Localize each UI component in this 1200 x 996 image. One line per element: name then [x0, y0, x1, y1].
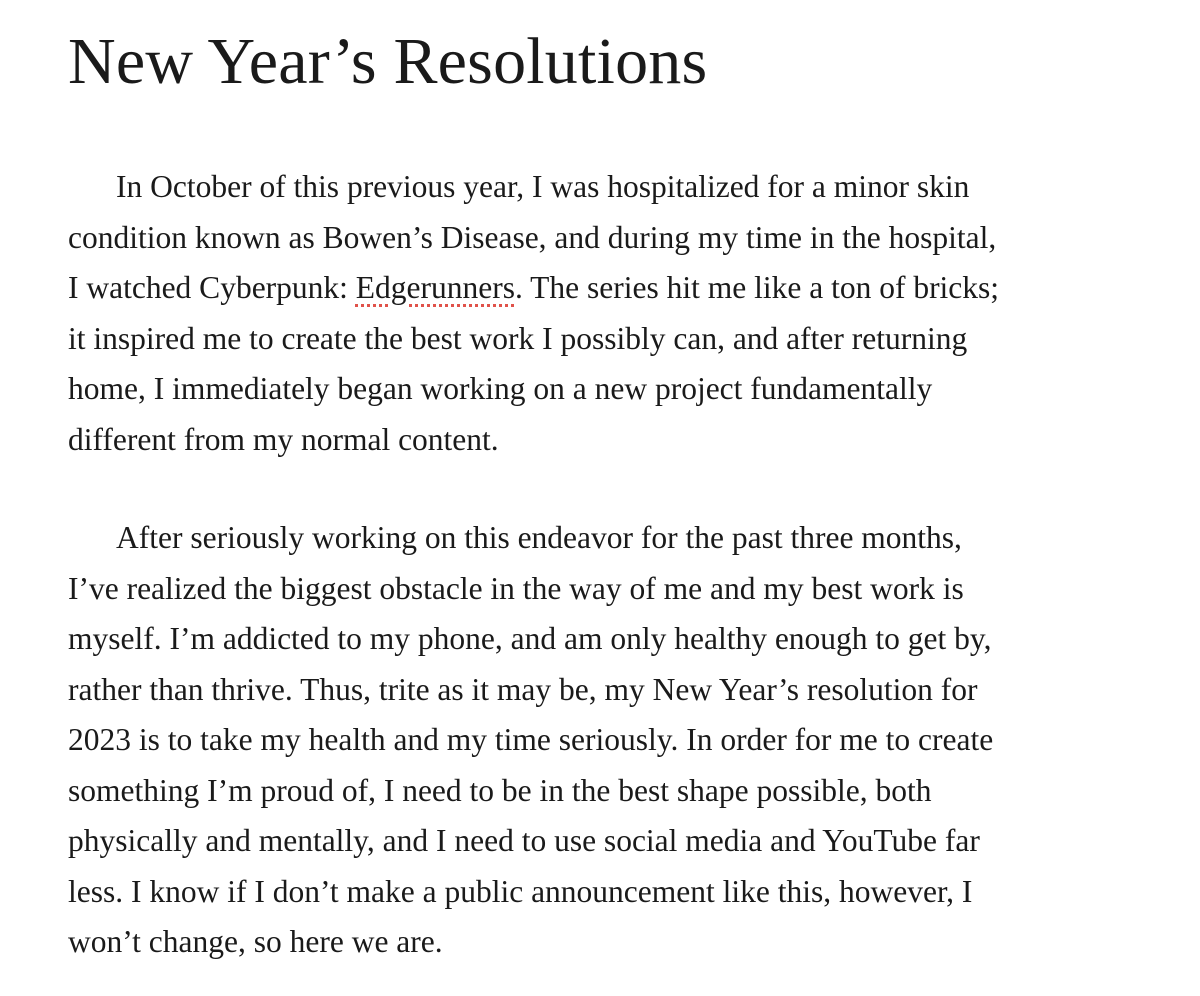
- paragraph-line: In October of this previous year, I was hospitalized for a minor skin: [116, 169, 970, 204]
- paragraph-line: I’ve realized the biggest obstacle in the way of me and my best work is: [68, 570, 964, 606]
- misspelled-word[interactable]: Edgerunners: [355, 270, 515, 305]
- paragraph-line: [68, 263, 999, 314]
- line-text: I watched Cyberpunk:: [68, 270, 356, 305]
- paragraph-line: rather than thrive. Thus, trite as it may be, my New Year’s resolution for: [68, 671, 978, 707]
- paragraph-line: After seriously working on this endeavor for the past three months,: [116, 520, 962, 555]
- paragraph-line: less. I know if I don’t make a public announcement like this, however, I: [68, 873, 973, 909]
- line-text: . The series hit me like a ton of bricks;: [515, 270, 1000, 305]
- paragraph-2[interactable]: [68, 513, 993, 968]
- paragraph-line: home, I immediately began working on a new project fundamentally: [68, 371, 933, 406]
- paragraph-line: it inspired me to create the best work I possibly can, and after returning: [68, 320, 968, 356]
- paragraph-line: 2023 is to take my health and my time seriously. In order for me to create: [68, 722, 994, 757]
- paragraph-line: physically and mentally, and I need to use social media and YouTube far: [68, 823, 980, 858]
- paragraph-line: won’t change, so here we are.: [68, 924, 443, 959]
- paragraph-line: condition known as Bowen’s Disease, and during my time in the hospital,: [68, 219, 997, 255]
- paragraph-line: myself. I’m addicted to my phone, and am only healthy enough to get by,: [68, 621, 992, 656]
- paragraph-line: something I’m proud of, I need to be in the best shape possible, both: [68, 772, 932, 808]
- paragraph-1[interactable]: [68, 162, 999, 465]
- document-title: New Year’s Resolutions: [68, 25, 708, 98]
- paragraph-line: different from my normal content.: [68, 421, 499, 457]
